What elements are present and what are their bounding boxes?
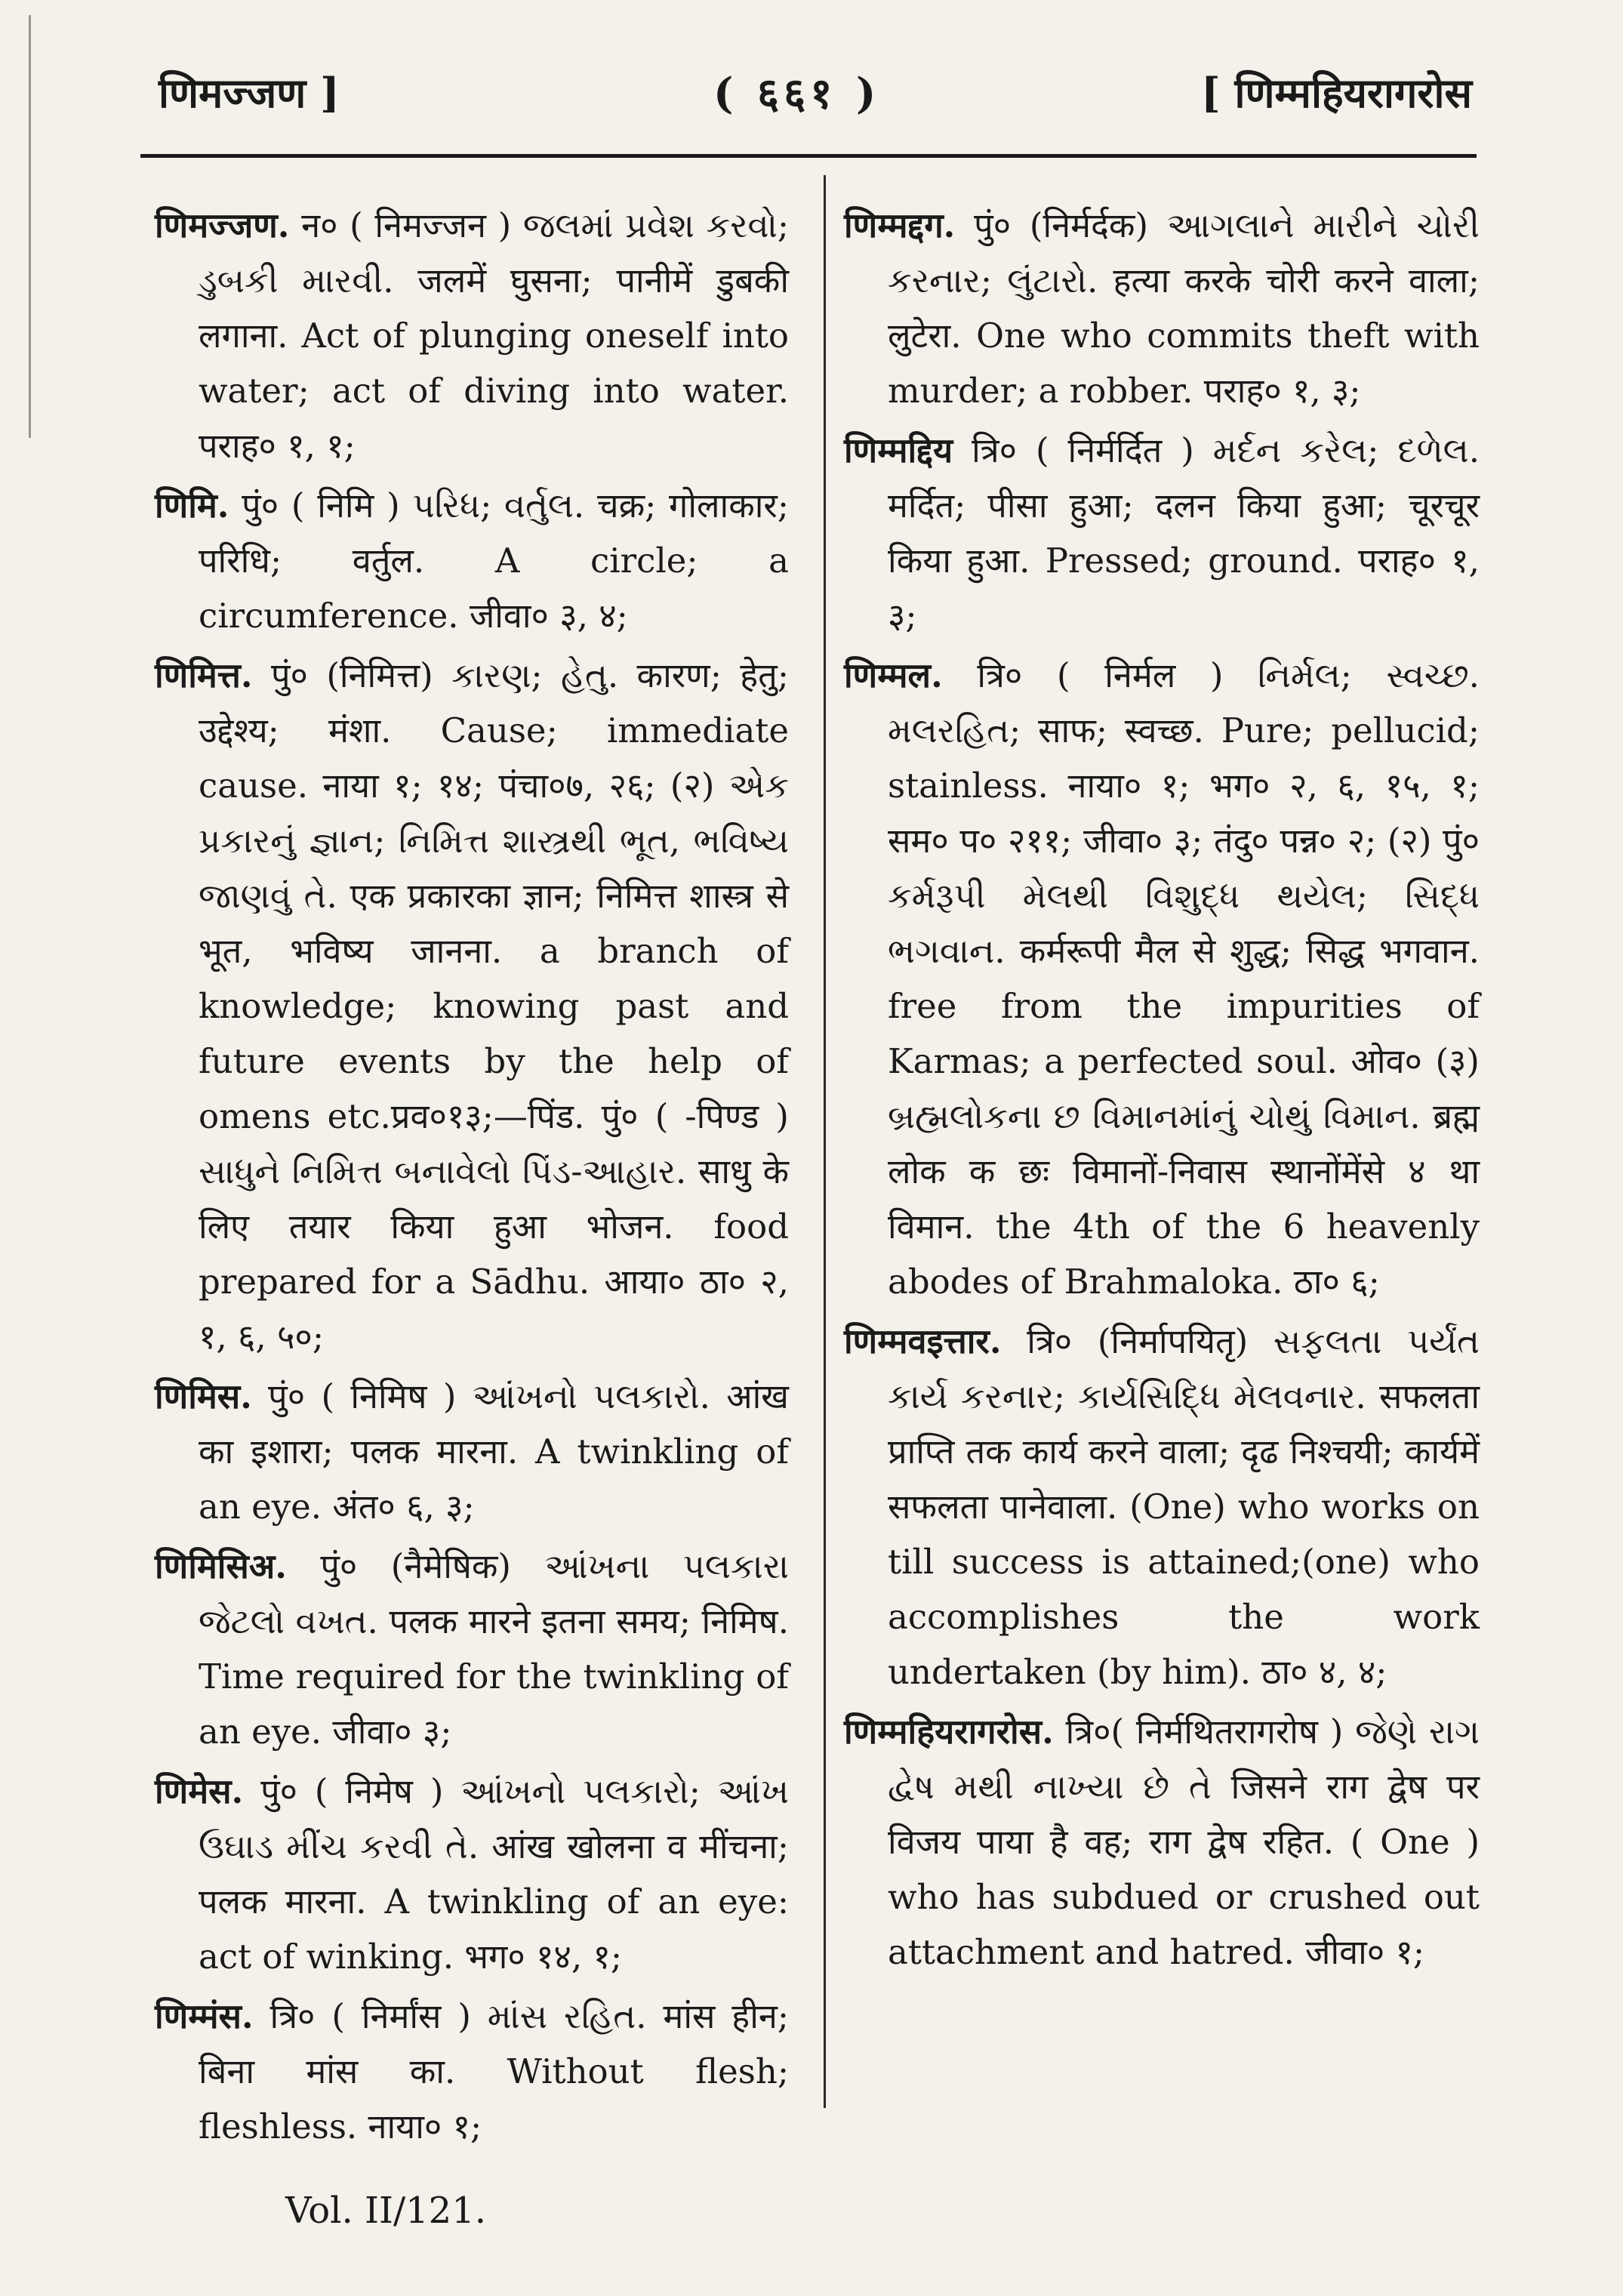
entry-body: त्रि० ( निर्मर्दित ) મર્દન કરેલ; દળેલ. मर्दित; पीसा हुआ; दलन किया हुआ; चूरचूर किया हुआ. Pressed; ground. पराह० १, ३; bbox=[888, 430, 1480, 636]
entry-body: पुं० (निर्मर्दक) આગલાને મારીને ચોરી કરનાર; લુંટારો. हत्या करके चोरी करने वाला; लुटेरा. One who commits theft with murder; a robber. पराह० १, ३; bbox=[888, 205, 1480, 411]
entry-headword: णिम्मवइत्तार. bbox=[844, 1321, 1002, 1361]
entry-headword: णिम्मंस. bbox=[155, 1996, 254, 2036]
volume-footer: Vol. II/121. bbox=[285, 2190, 486, 2232]
entry-headword: णिमित्त. bbox=[155, 655, 253, 695]
dictionary-entry bbox=[155, 1369, 789, 1534]
entry-body: पुं० (निमित्त) કારણ; હેતુ. कारण; हेतु; उद्देश्य; मंशा. Cause; immediate cause. नाया १; १४; पंचा०७, २६; (२) એક પ્રકારનું જ્ઞાન; નિમિત્ત શાસ્ત્રથી ભૂત, ભવિષ્ય જાણવું તે. एक प्रकारका ज्ञान; निमित्त शास्त्र से भूत, भविष्य जानना. a branch of knowledge; knowing past and future events by the help of omens etc.प्रव०१३;—पिंड. पुं० ( -पिण्ड ) સાધુને નિમિત્ત બનાવેલો પિંડ-આહાર. साधु के लिए तयार किया हुआ भोजन. food prepared for a Sādhu. आया० ठा० २, १, ६, ५०; bbox=[199, 655, 789, 1357]
entry-body: पुं० ( निमि ) પરિધ; વર્તુલ. चक्र; गोलाकार; परिधि; वर्तुल. A circle; a circumference. जीवा० ३, ४; bbox=[199, 485, 789, 636]
column-divider bbox=[824, 175, 826, 2108]
entry-headword: णिमि. bbox=[155, 485, 229, 525]
dictionary-entry bbox=[844, 648, 1480, 1309]
right-column bbox=[844, 198, 1480, 1984]
entry-headword: णिमेस. bbox=[155, 1771, 244, 1811]
dictionary-entry bbox=[155, 1989, 789, 2154]
entry-body: पुं० (नैमेषिक) આંખના પલકારા જેટલો વખત. पलक मारने इतना समय; निमिष. Time required for the twinkling of an eye. जीवा० ३; bbox=[199, 1546, 789, 1752]
dictionary-entry bbox=[844, 198, 1480, 418]
running-head-left: णिमज्जण ] bbox=[159, 69, 340, 117]
page-edge-mark bbox=[29, 15, 31, 438]
dictionary-entry bbox=[844, 1704, 1480, 1980]
entry-body: पुं० ( निमेष ) આંખનો પલકારો; આંખ ઉઘાડ મીંચ કરવી તે. आंख खोलना व मींचना; पलक मारना. A twinkling of an eye: act of winking. भग० १४, १; bbox=[199, 1771, 789, 1977]
dictionary-entry bbox=[844, 1314, 1480, 1700]
dictionary-entry bbox=[155, 198, 789, 473]
entry-body: त्रि० ( निर्मांस ) માંસ રહિત. मांस हीन; बिना मांस का. Without flesh; fleshless. नाया० १; bbox=[199, 1996, 789, 2147]
entry-headword: णिम्मद्दिय bbox=[844, 430, 953, 470]
entry-headword: णिम्मद्दग. bbox=[844, 205, 956, 245]
dictionary-entry bbox=[155, 1539, 789, 1759]
entry-body: त्रि० (निर्मापयितृ) સફલતા પર્યંત કાર્ય કરનાર; કાર્યસિદ્ધિ મેલવનાર. सफलता प्राप्ति तक कार्य करने वाला; दृढ निश्चयी; कार्यमें सफलता पानेवाला. (One) who works on till success is attained;(one) who accomplishes the work undertaken (by him). ठा० ४, ४; bbox=[888, 1321, 1480, 1692]
entry-body: पुं० ( निमिष ) આંખનો પલકારો. आंख का इशारा; पलक मारना. A twinkling of an eye. अंत० ६, ३; bbox=[199, 1376, 789, 1527]
entry-headword: णिमिसिअ. bbox=[155, 1546, 287, 1586]
header-rule bbox=[140, 154, 1477, 158]
entry-body: त्रि०( निर्मथितरागरोष ) જેણે રાગ દ્વેષ મથી નાખ્યા છે તે जिसने राग द्वेष पर विजय पाया है वह; राग द्वेष रहित. ( One ) who has subdued or crushed out attachment and hatred. जीवा० १; bbox=[888, 1712, 1480, 1972]
dictionary-entry bbox=[155, 478, 789, 643]
running-head-right: [ णिम्महियरागरोस bbox=[1201, 69, 1472, 117]
entry-headword: णिम्मल. bbox=[844, 655, 943, 695]
entry-headword: णिमिस. bbox=[155, 1376, 252, 1416]
dictionary-entry bbox=[844, 423, 1480, 643]
page-number: ( ६६१ ) bbox=[713, 69, 881, 119]
left-column bbox=[155, 198, 789, 2159]
entry-headword: णिम्महियरागरोस. bbox=[844, 1712, 1054, 1752]
entry-body: न० ( निमज्जन ) જલમાં પ્રવેશ કરવો; ડુબકી મારવી. जलमें घुसना; पानीमें डुबकी लगाना. Act of plunging oneself into water; act of diving into water. पराह० १, १; bbox=[199, 205, 789, 466]
entry-body: त्रि० ( निर्मल ) નિર્મલ; સ્વચ્છ. મલરહિત; साफ; स्वच्छ. Pure; pellucid; stainless. नाया० १; भग० २, ६, १५, १; सम० प० २११; जीवा० ३; तंदु० पन्न० २; (२) पुं० કર્મરૂપી મેલથી વિશુદ્ધ થયેલ; સિદ્ધ ભગવાન. कर्मरूपी मैल से शुद्ध; सिद्ध भगवान. free from the impurities of Karmas; a perfected soul. ओव० (३) બ્રહ્મલોકના છ વિમાનમાંનું ચોથું વિમાન. ब्रह्म लोक क छः विमानों-निवास स्थानोंमेंसे ४ था विमान. the 4th of the 6 heavenly abodes of Brahmaloka. ठा० ६; bbox=[888, 655, 1480, 1302]
entry-headword: णिमज्जण. bbox=[155, 205, 290, 245]
dictionary-entry bbox=[155, 648, 789, 1364]
dictionary-entry bbox=[155, 1764, 789, 1984]
